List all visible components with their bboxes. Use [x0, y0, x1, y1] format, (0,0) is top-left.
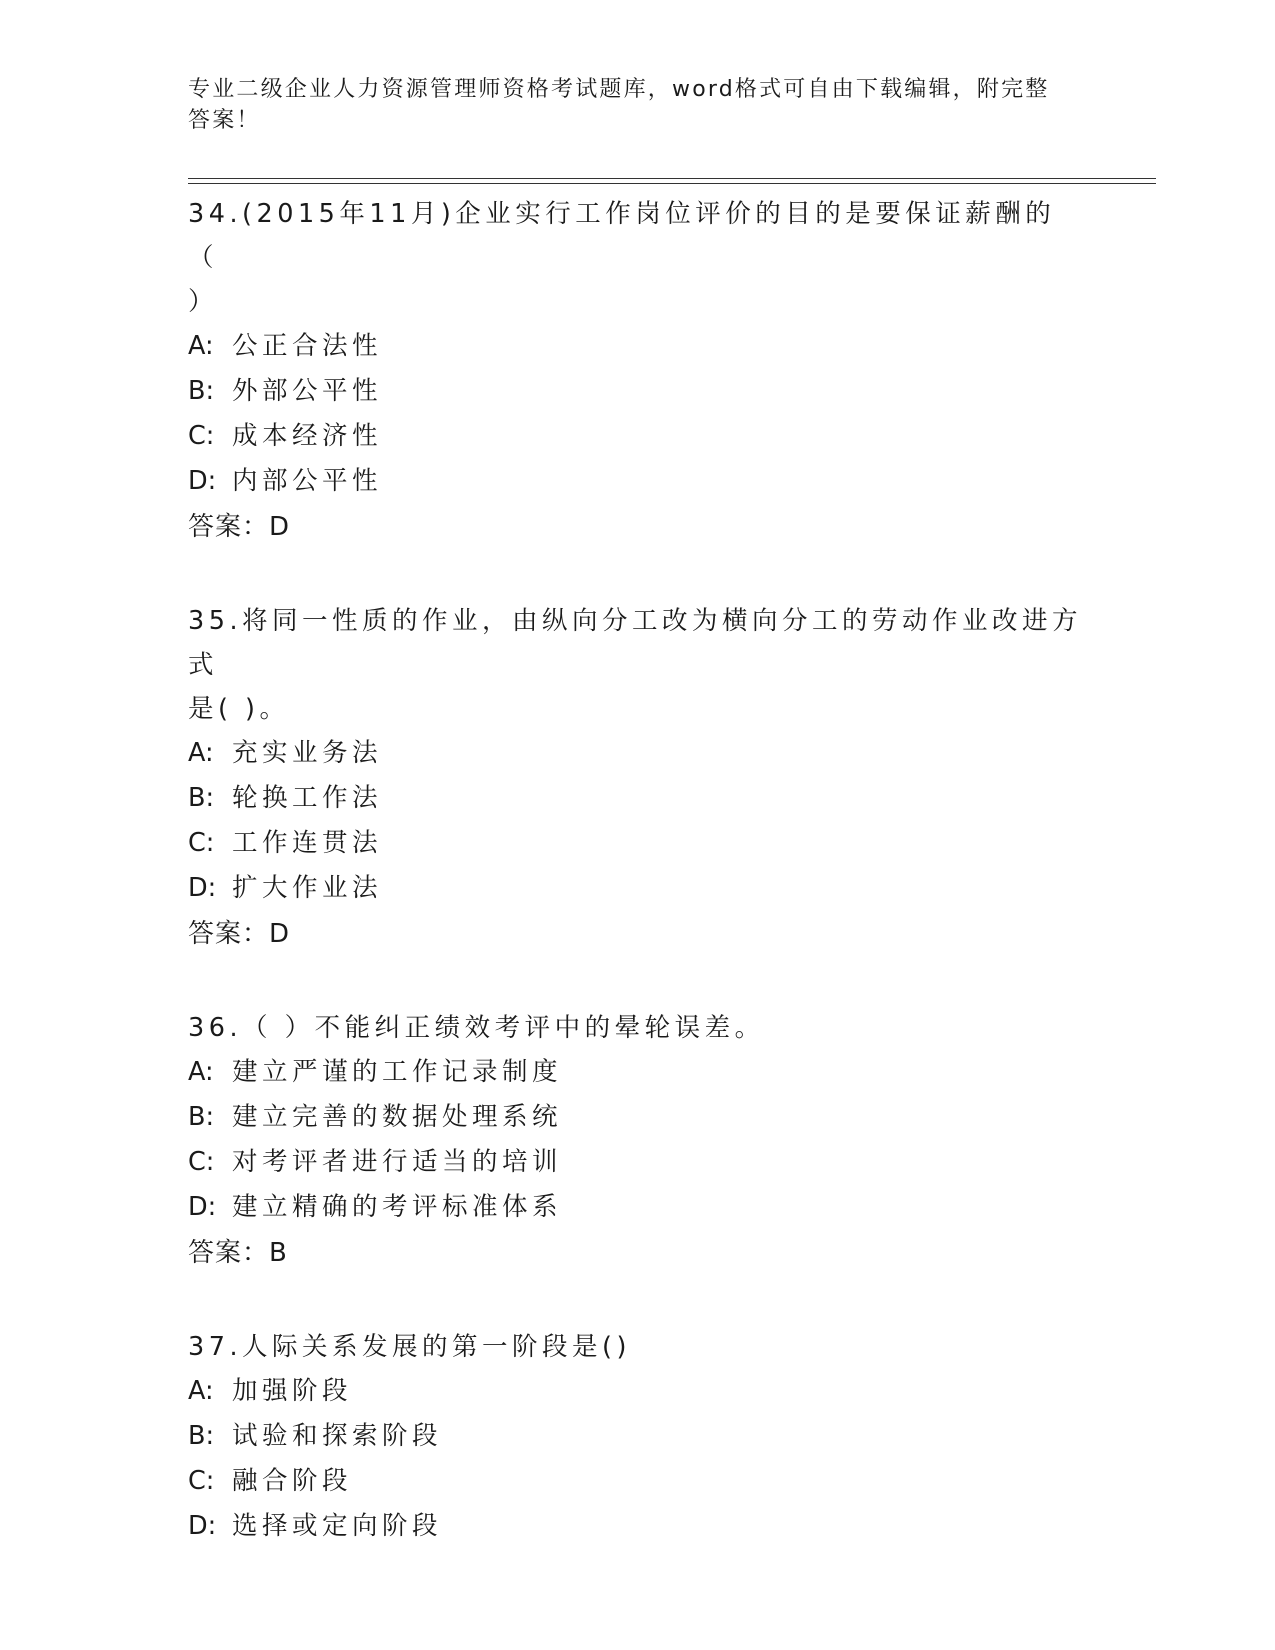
option-c	[188, 414, 1088, 459]
option-text: 建立完善的数据处理系统	[232, 1102, 563, 1132]
question-spacer	[188, 550, 1088, 597]
option-key: C:	[188, 1147, 215, 1177]
option-b	[188, 1414, 1088, 1459]
option-d	[188, 459, 1088, 504]
option-key: C:	[188, 1466, 215, 1496]
option-d	[188, 1504, 1088, 1549]
option-a	[188, 731, 1088, 776]
answer-line: 答案：B	[188, 1238, 288, 1268]
option-key: C:	[188, 828, 215, 858]
option-text: 对考评者进行适当的培训	[232, 1147, 563, 1177]
option-key: A:	[188, 738, 214, 768]
question-36	[188, 1006, 1088, 1276]
option-text: 建立精确的考评标准体系	[232, 1192, 563, 1222]
option-key: B:	[188, 376, 215, 406]
option-key: A:	[188, 1376, 214, 1406]
header-divider-top	[188, 178, 1156, 179]
option-c	[188, 1459, 1088, 1504]
question-stem-line: ）	[188, 287, 219, 317]
option-text: 轮换工作法	[232, 783, 383, 813]
header-line-1: 专业二级企业人力资源管理师资格考试题库，word格式可自由下载编辑，附完整	[188, 77, 1050, 102]
option-text: 内部公平性	[232, 466, 383, 496]
question-list	[188, 190, 1088, 1549]
question-spacer	[188, 957, 1088, 1004]
option-key: D:	[188, 466, 217, 496]
question-stem	[188, 192, 1088, 324]
question-spacer	[188, 1276, 1088, 1323]
question-stem-line: 36.（ ）不能纠正绩效考评中的晕轮误差。	[188, 1013, 765, 1043]
option-text: 工作连贯法	[232, 828, 383, 858]
option-text: 试验和探索阶段	[232, 1421, 443, 1451]
option-text: 加强阶段	[232, 1376, 353, 1406]
option-key: D:	[188, 1192, 217, 1222]
option-text: 成本经济性	[232, 421, 383, 451]
question-stem	[188, 1325, 1088, 1369]
question-stem-line: 34.(2015年11月)企业实行工作岗位评价的目的是要保证薪酬的 （	[188, 199, 1056, 273]
question-35	[188, 599, 1088, 957]
answer-line: 答案：D	[188, 512, 291, 542]
header-line-2: 答案！	[188, 108, 261, 133]
question-stem-line: 是( )。	[188, 694, 290, 724]
option-a	[188, 1369, 1088, 1414]
document-header	[188, 74, 1088, 136]
header-divider-bottom	[188, 183, 1156, 184]
option-text: 充实业务法	[232, 738, 383, 768]
option-text: 建立严谨的工作记录制度	[232, 1057, 563, 1087]
option-a	[188, 1050, 1088, 1095]
question-stem-line: 35.将同一性质的作业，由纵向分工改为横向分工的劳动作业改进方式	[188, 606, 1083, 680]
option-key: B:	[188, 1421, 215, 1451]
option-key: B:	[188, 1102, 215, 1132]
option-b	[188, 369, 1088, 414]
option-key: B:	[188, 783, 215, 813]
option-c	[188, 1140, 1088, 1185]
question-37	[188, 1325, 1088, 1549]
option-text: 选择或定向阶段	[232, 1511, 443, 1541]
option-c	[188, 821, 1088, 866]
option-key: D:	[188, 873, 217, 903]
option-text: 融合阶段	[232, 1466, 353, 1496]
option-key: D:	[188, 1511, 217, 1541]
option-key: A:	[188, 1057, 214, 1087]
option-text: 扩大作业法	[232, 873, 383, 903]
option-key: C:	[188, 421, 215, 451]
question-stem	[188, 1006, 1088, 1050]
option-key: A:	[188, 331, 214, 361]
question-stem	[188, 599, 1088, 731]
option-b	[188, 1095, 1088, 1140]
option-d	[188, 866, 1088, 911]
option-d	[188, 1185, 1088, 1230]
question-stem-line: 37.人际关系发展的第一阶段是()	[188, 1332, 631, 1362]
option-text: 公正合法性	[232, 331, 383, 361]
answer-line: 答案：D	[188, 919, 291, 949]
option-a	[188, 324, 1088, 369]
option-text: 外部公平性	[232, 376, 383, 406]
question-34	[188, 192, 1088, 550]
option-b	[188, 776, 1088, 821]
